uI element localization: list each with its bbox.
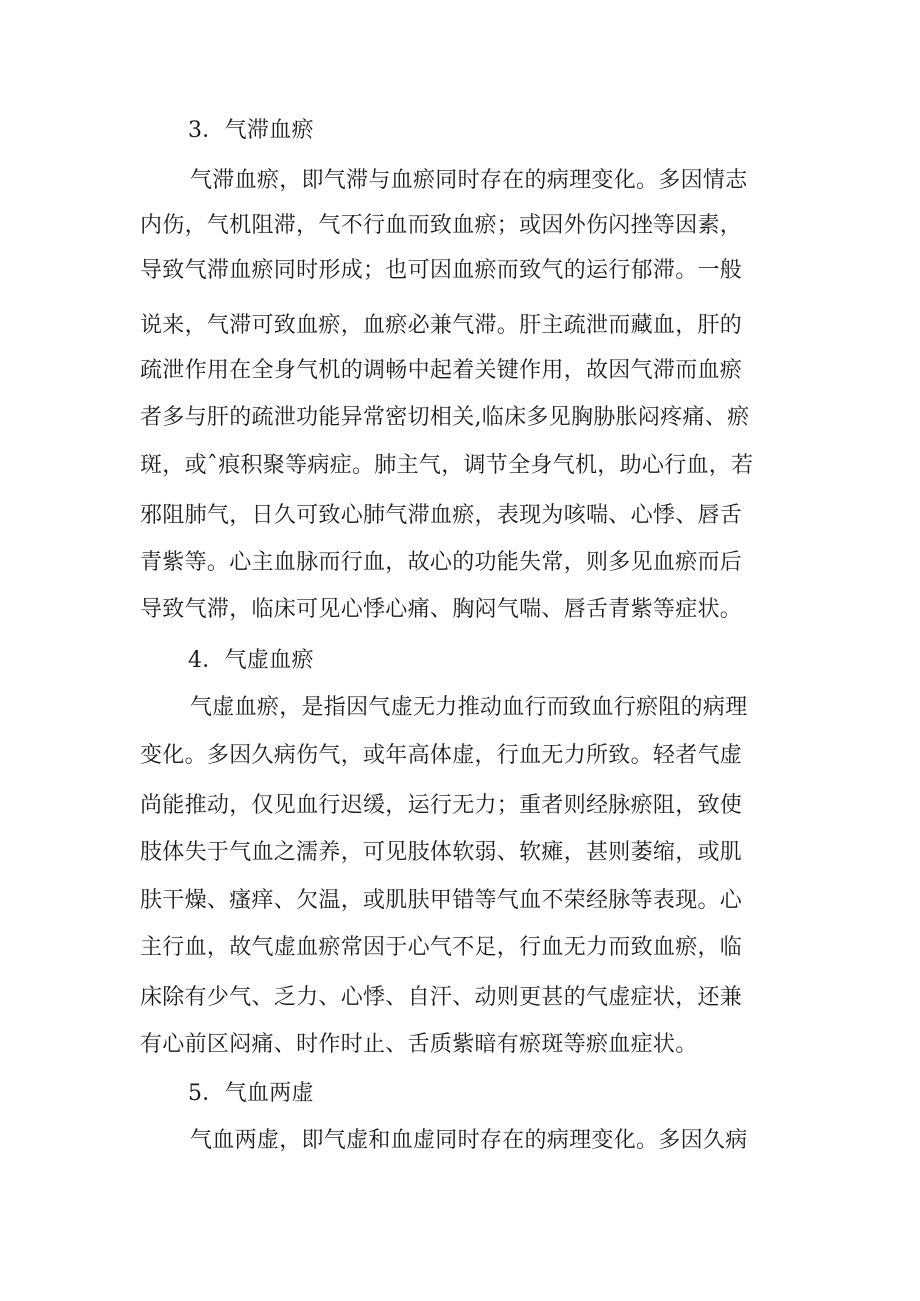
paragraph-line: 邪阻肺气，日久可致心肺气滞血瘀，表现为咳喘、心悸、唇舌 bbox=[140, 503, 743, 528]
paragraph-line: 导致气滞，临床可见心悸心痛、胸闷气喘、唇舌青紫等症状。 bbox=[140, 597, 743, 622]
section-heading-3: 3．气滞血瘀 bbox=[188, 118, 314, 143]
section-heading-5: 5．气血两虚 bbox=[188, 1081, 314, 1106]
paragraph-line: 肤干燥、瘙痒、欠温，或肌肤甲错等气血不荣经脉等表现。心 bbox=[140, 888, 743, 913]
paragraph-line: 气滞血瘀，即气滞与血瘀同时存在的病理变化。多因情志 bbox=[190, 168, 748, 193]
paragraph-line: 内伤，气机阻滞，气不行血而致血瘀；或因外伤闪挫等因素， bbox=[140, 213, 743, 238]
paragraph-line: 尚能推动，仅见血行迟缓，运行无力；重者则经脉瘀阻，致使 bbox=[140, 793, 743, 818]
paragraph-line: 导致气滞血瘀同时形成；也可因血瘀而致气的运行郁滞。一般 bbox=[140, 258, 743, 283]
paragraph-line: 斑，或ˆ痕积聚等病症。肺主气，调节全身气机，助心行血，若 bbox=[140, 453, 754, 478]
paragraph-line: 主行血，故气虚血瘀常因于心气不足，行血无力而致血瘀，临 bbox=[140, 935, 743, 960]
paragraph-line: 气虚血瘀，是指因气虚无力推动血行而致血行瘀阻的病理 bbox=[190, 695, 748, 720]
paragraph-line: 气血两虚，即气虚和血虚同时存在的病理变化。多因久病 bbox=[190, 1128, 748, 1153]
paragraph-line: 有心前区闷痛、时作时止、舌质紫暗有瘀斑等瘀血症状。 bbox=[140, 1032, 698, 1057]
paragraph-line: 疏泄作用在全身气机的调畅中起着关键作用，故因气滞而血瘀 bbox=[140, 358, 743, 383]
paragraph-line: 青紫等。心主血脉而行血，故心的功能失常，则多见血瘀而后 bbox=[140, 550, 743, 575]
paragraph-line: 说来，气滞可致血瘀，血瘀必兼气滞。肝主疏泄而藏血，肝的 bbox=[140, 313, 743, 338]
paragraph-line: 床除有少气、乏力、心悸、自汗、动则更甚的气虚症状，还兼 bbox=[140, 985, 743, 1010]
paragraph-line: 肢体失于气血之濡养，可见肢体软弱、软瘫，甚则萎缩，或肌 bbox=[140, 840, 743, 865]
paragraph-line: 变化。多因久病伤气，或年高体虚，行血无力所致。轻者气虚 bbox=[140, 743, 743, 768]
paragraph-line: 者多与肝的疏泄功能异常密切相关,临床多见胸胁胀闷疼痛、瘀 bbox=[140, 405, 750, 430]
section-heading-4: 4．气虚血瘀 bbox=[188, 648, 314, 673]
